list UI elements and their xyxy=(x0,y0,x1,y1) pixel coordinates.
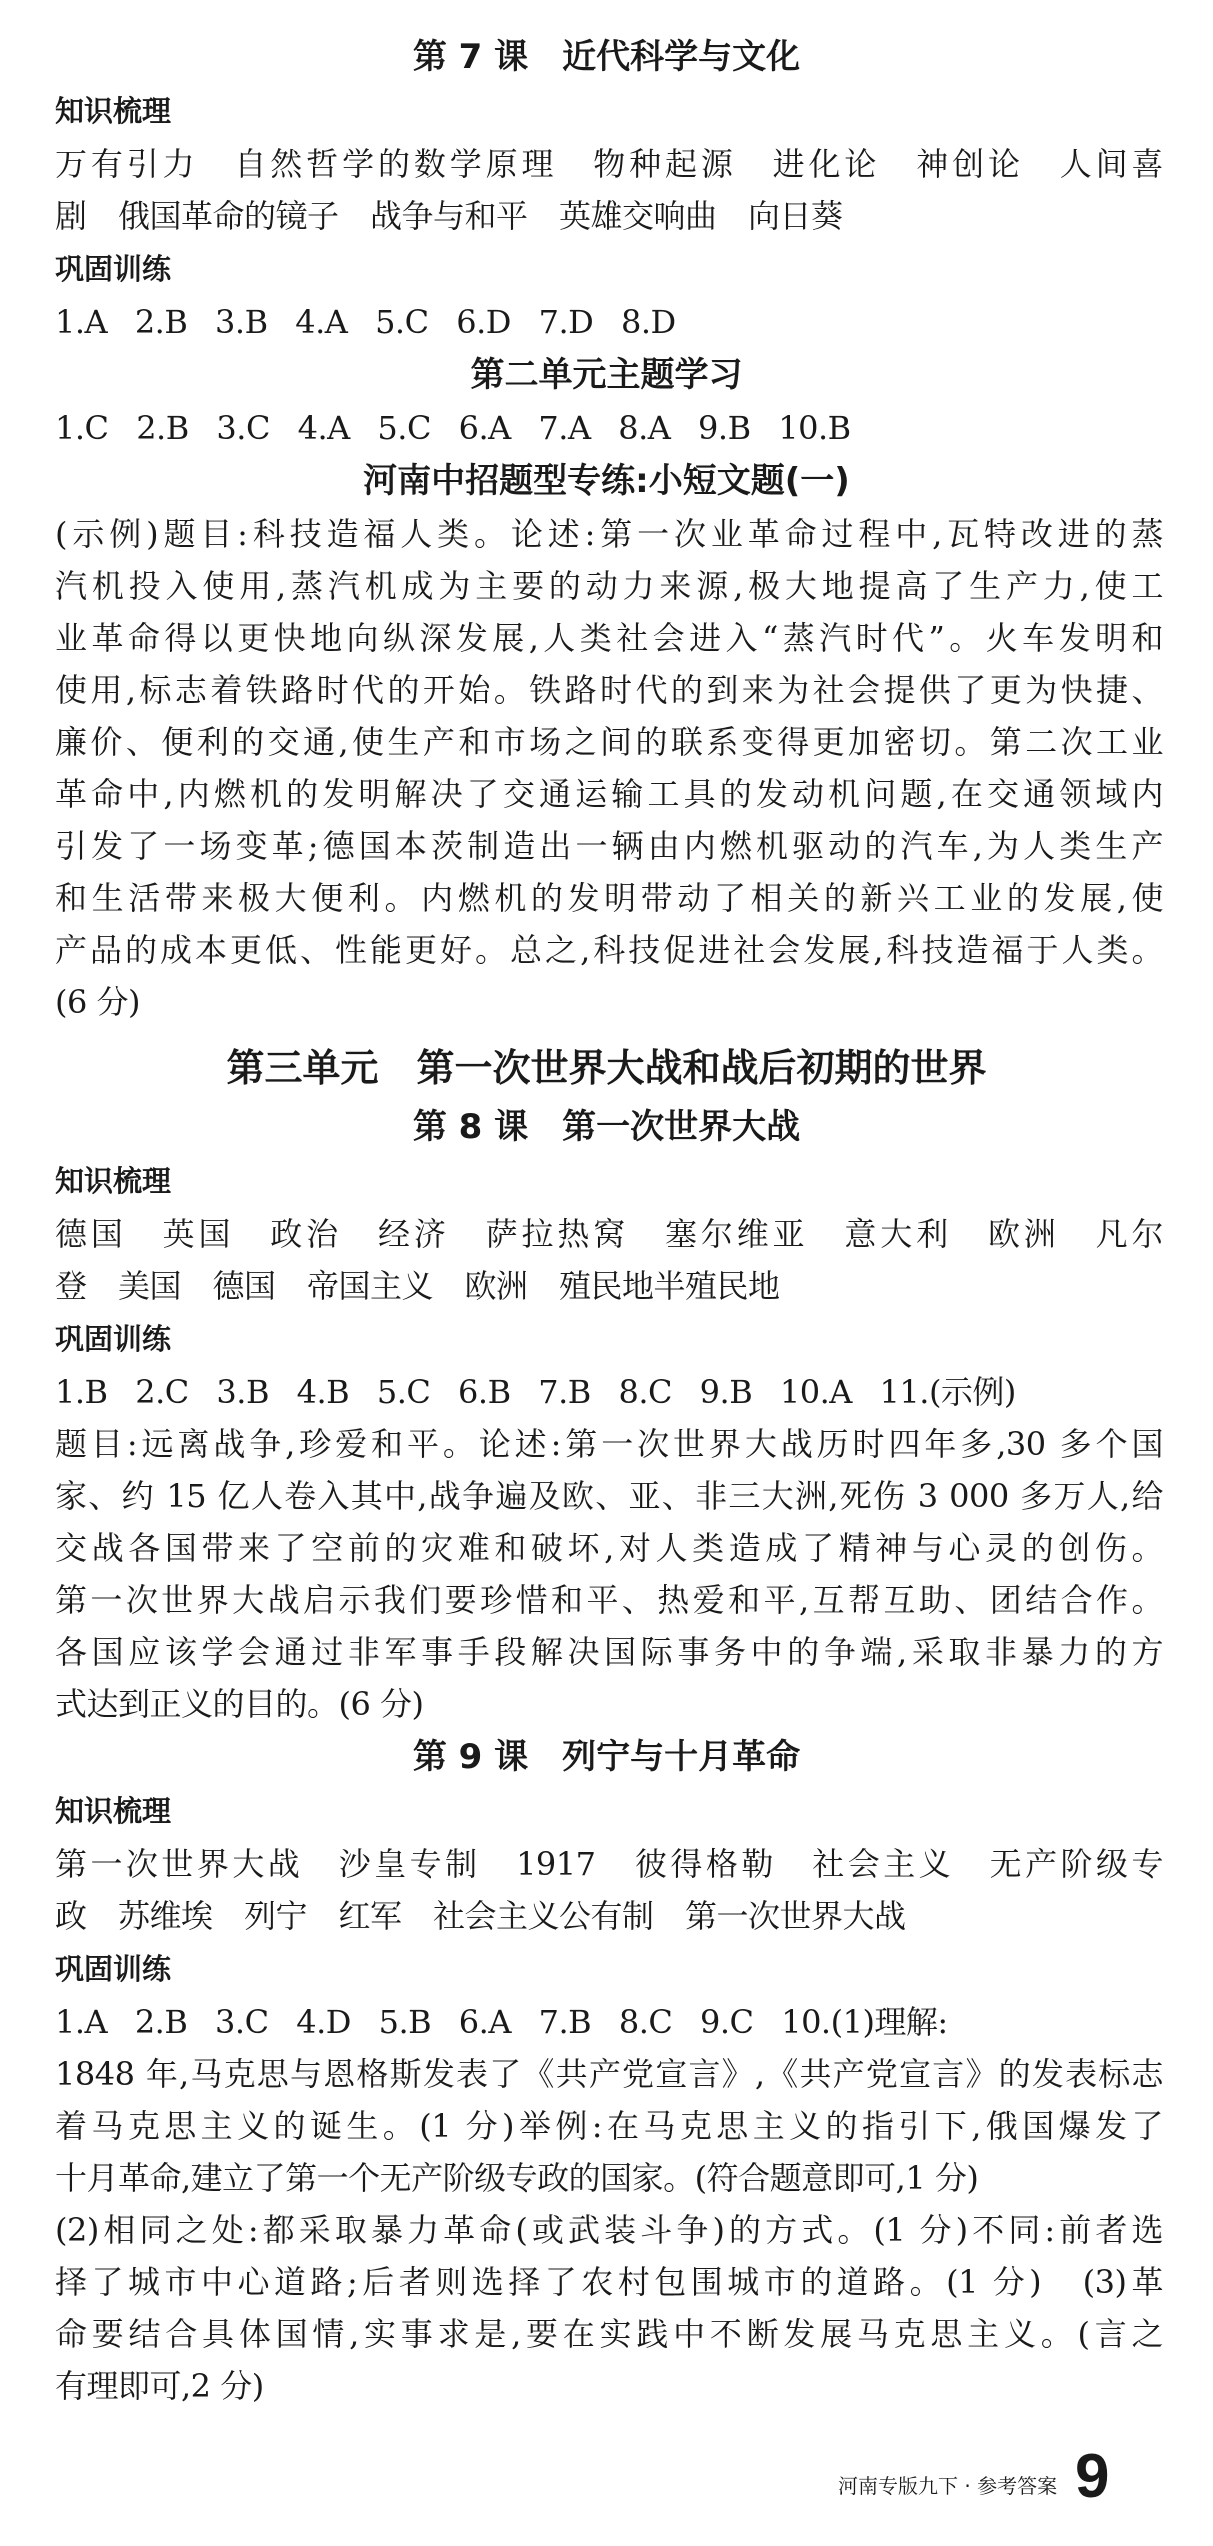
lesson8-practice-heading: 巩固训练 xyxy=(55,1322,172,1356)
unit2-answers: 1.C 2.B 3.C 4.A 5.C 6.A 7.A 8.A 9.B 10.B xyxy=(55,409,851,447)
henan-line: 廉价、便利的交通,使生产和市场之间的联系变得更加密切。第二次工业 xyxy=(55,723,1163,761)
henan-line: 业革命得以更快地向纵深发展,人类社会进入“蒸汽时代”。火车发明和 xyxy=(55,619,1163,657)
lesson9-line: 1848 年,马克思与恩格斯发表了《共产党宣言》,《共产党宣言》的发表标志 xyxy=(55,2055,1163,2093)
henan-title: 河南中招题型专练:小短文题(一) xyxy=(363,461,850,501)
lesson9-answers: 1.A 2.B 3.C 4.D 5.B 6.A 7.B 8.C 9.C 10.(1)理解: xyxy=(55,2003,948,2041)
henan-line: 引发了一场变革;德国本茨制造出一辆由内燃机驱动的汽车,为人类生产 xyxy=(55,827,1163,865)
page-number: 9 xyxy=(1075,2442,1110,2511)
lesson9-line: 择了城市中心道路;后者则选择了农村包围城市的道路。(1 分) (3)革 xyxy=(55,2263,1163,2301)
unit3-title: 第三单元 第一次世界大战和战后初期的世界 xyxy=(226,1046,987,1090)
lesson9-line: (2)相同之处:都采取暴力革命(或武装斗争)的方式。(1 分)不同:前者选 xyxy=(55,2211,1163,2249)
lesson8-answers: 1.B 2.C 3.B 4.B 5.C 6.B 7.B 8.C 9.B 10.A 11.(示例) xyxy=(55,1373,1016,1411)
lesson8-line: 家、约 15 亿人卷入其中,战争遍及欧、亚、非三大洲,死伤 3 000 多万人,给 xyxy=(55,1477,1163,1515)
henan-line: (6 分) xyxy=(55,983,141,1021)
lesson9-line: 十月革命,建立了第一个无产阶级专政的国家。(符合题意即可,1 分) xyxy=(55,2159,979,2197)
lesson9-knowledge-heading: 知识梳理 xyxy=(55,1794,172,1828)
lesson7-practice-heading: 巩固训练 xyxy=(55,252,172,286)
lesson9-line: 着马克思主义的诞生。(1 分)举例:在马克思主义的指引下,俄国爆发了 xyxy=(55,2107,1163,2145)
henan-line: 使用,标志着铁路时代的开始。铁路时代的到来为社会提供了更为快捷、 xyxy=(55,671,1163,709)
lesson8-knowledge-line: 登 美国 德国 帝国主义 欧洲 殖民地半殖民地 xyxy=(55,1267,780,1305)
henan-line: 革命中,内燃机的发明解决了交通运输工具的发动机问题,在交通领域内 xyxy=(55,775,1163,813)
footer-label: 河南专版九下 · 参考答案 xyxy=(838,2474,1058,2498)
lesson8-line: 各国应该学会通过非军事手段解决国际事务中的争端,采取非暴力的方 xyxy=(55,1633,1163,1671)
lesson8-line: 第一次世界大战启示我们要珍惜和平、热爱和平,互帮互助、团结合作。 xyxy=(55,1581,1163,1619)
lesson9-knowledge-line: 第一次世界大战 沙皇专制 1917 彼得格勒 社会主义 无产阶级专 xyxy=(55,1845,1163,1883)
unit2-title: 第二单元主题学习 xyxy=(470,355,743,395)
lesson8-line: 题目:远离战争,珍爱和平。论述:第一次世界大战历时四年多,30 多个国 xyxy=(55,1425,1163,1463)
lesson9-title: 第 9 课 列宁与十月革命 xyxy=(412,1737,801,1777)
henan-line: 产品的成本更低、性能更好。总之,科技促进社会发展,科技造福于人类。 xyxy=(55,931,1163,969)
lesson8-knowledge-heading: 知识梳理 xyxy=(55,1164,172,1198)
henan-line: 和生活带来极大便利。内燃机的发明带动了相关的新兴工业的发展,使 xyxy=(55,879,1163,917)
lesson8-title: 第 8 课 第一次世界大战 xyxy=(412,1107,801,1147)
lesson7-knowledge-line: 万有引力 自然哲学的数学原理 物种起源 进化论 神创论 人间喜 xyxy=(55,145,1163,183)
lesson8-line: 交战各国带来了空前的灾难和破坏,对人类造成了精神与心灵的创伤。 xyxy=(55,1529,1163,1567)
henan-line: (示例)题目:科技造福人类。论述:第一次业革命过程中,瓦特改进的蒸 xyxy=(55,515,1163,553)
lesson7-knowledge-line: 剧 俄国革命的镜子 战争与和平 英雄交响曲 向日葵 xyxy=(55,197,843,235)
lesson9-practice-heading: 巩固训练 xyxy=(55,1952,172,1986)
lesson7-knowledge-heading: 知识梳理 xyxy=(55,94,172,128)
henan-line: 汽机投入使用,蒸汽机成为主要的动力来源,极大地提高了生产力,使工 xyxy=(55,567,1163,605)
lesson8-line: 式达到正义的目的。(6 分) xyxy=(55,1685,424,1723)
lesson9-line: 有理即可,2 分) xyxy=(55,2367,264,2405)
lesson7-title: 第 7 课 近代科学与文化 xyxy=(412,37,801,77)
page-footer xyxy=(55,2432,1163,2542)
lesson9-line: 命要结合具体国情,实事求是,要在实践中不断发展马克思主义。(言之 xyxy=(55,2315,1163,2353)
lesson8-knowledge-line: 德国 英国 政治 经济 萨拉热窝 塞尔维亚 意大利 欧洲 凡尔 xyxy=(55,1215,1163,1253)
lesson7-answers: 1.A 2.B 3.B 4.A 5.C 6.D 7.D 8.D xyxy=(55,303,676,341)
lesson9-knowledge-line: 政 苏维埃 列宁 红军 社会主义公有制 第一次世界大战 xyxy=(55,1897,906,1935)
